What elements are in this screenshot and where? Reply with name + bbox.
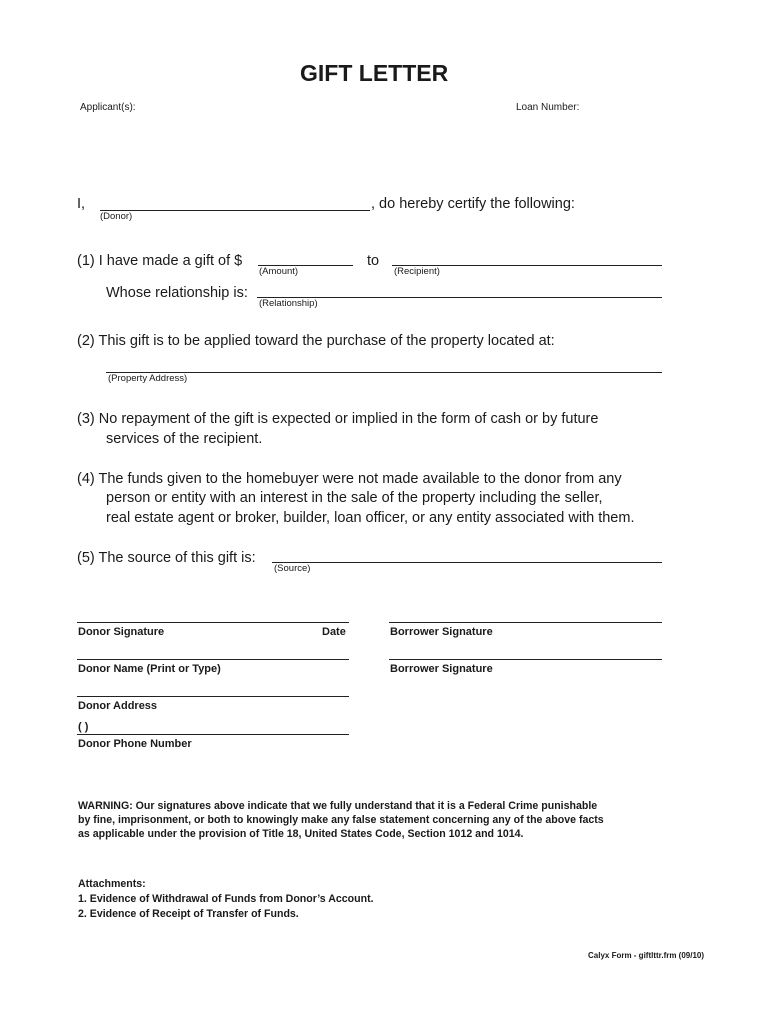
form-footer: Calyx Form - giftlttr.frm (09/10) xyxy=(588,951,705,960)
relationship-caption: (Relationship) xyxy=(259,298,318,309)
item-3-line-2: services of the recipient. xyxy=(106,431,263,447)
warning-line-3: as applicable under the provision of Title 18, United States Code, Section 1012 and 1014. xyxy=(78,828,524,840)
donor-name-label: Donor Name (Print or Type) xyxy=(78,663,221,675)
property-address-field[interactable] xyxy=(106,372,662,373)
relationship-field[interactable] xyxy=(257,297,662,298)
source-caption: (Source) xyxy=(274,563,311,574)
item-4-line-1: (4) The funds given to the homebuyer were not made available to the donor from any xyxy=(77,471,622,487)
donor-signature-line[interactable] xyxy=(77,622,349,623)
donor-phone-line[interactable] xyxy=(77,734,349,735)
donor-caption: (Donor) xyxy=(100,211,133,222)
item-4-line-2: person or entity with an interest in the sale of the property including the seller, xyxy=(106,490,603,506)
certify-suffix: , do hereby certify the following: xyxy=(371,196,575,212)
applicants-label: Applicant(s): xyxy=(80,102,136,113)
phone-parentheses: ( ) xyxy=(78,721,89,733)
item-4-line-3: real estate agent or broker, builder, loan officer, or any entity associated with them. xyxy=(106,510,635,526)
donor-field[interactable] xyxy=(100,210,370,211)
amount-caption: (Amount) xyxy=(259,266,299,277)
item-3-line-1: (3) No repayment of the gift is expected or implied in the form of cash or by future xyxy=(77,411,599,427)
loan-number-label: Loan Number: xyxy=(516,102,580,113)
date-label: Date xyxy=(322,626,346,638)
borrower-signature-label-2: Borrower Signature xyxy=(390,663,493,675)
borrower-signature-line-2[interactable] xyxy=(389,659,662,660)
donor-name-line[interactable] xyxy=(77,659,349,660)
donor-address-label: Donor Address xyxy=(78,700,158,712)
attachment-item-1: 1. Evidence of Withdrawal of Funds from Donor’s Account. xyxy=(78,893,374,905)
recipient-caption: (Recipient) xyxy=(394,266,440,277)
warning-line-2: by fine, imprisonment, or both to knowingly make any false statement concerning any of the above facts xyxy=(78,814,604,826)
donor-address-line[interactable] xyxy=(77,696,349,697)
attachments-label: Attachments: xyxy=(78,878,146,890)
item-1-text: (1) I have made a gift of $ xyxy=(77,253,243,269)
donor-signature-label: Donor Signature xyxy=(78,626,165,638)
relationship-label: Whose relationship is: xyxy=(106,285,248,301)
certify-prefix: I, xyxy=(77,196,86,212)
donor-phone-label: Donor Phone Number xyxy=(78,738,192,750)
page-title: GIFT LETTER xyxy=(300,60,449,86)
source-field[interactable] xyxy=(272,562,662,563)
borrower-signature-line-1[interactable] xyxy=(389,622,662,623)
item-1-to: to xyxy=(367,253,380,269)
property-address-caption: (Property Address) xyxy=(108,373,188,384)
warning-line-1: WARNING: Our signatures above indicate that we fully understand that it is a Federal Crime punishable xyxy=(78,800,598,812)
item-2-text: (2) This gift is to be applied toward the purchase of the property located at: xyxy=(77,333,555,349)
borrower-signature-label-1: Borrower Signature xyxy=(390,626,493,638)
attachment-item-2: 2. Evidence of Receipt of Transfer of Funds. xyxy=(78,908,299,920)
item-5-text: (5) The source of this gift is: xyxy=(77,550,256,566)
